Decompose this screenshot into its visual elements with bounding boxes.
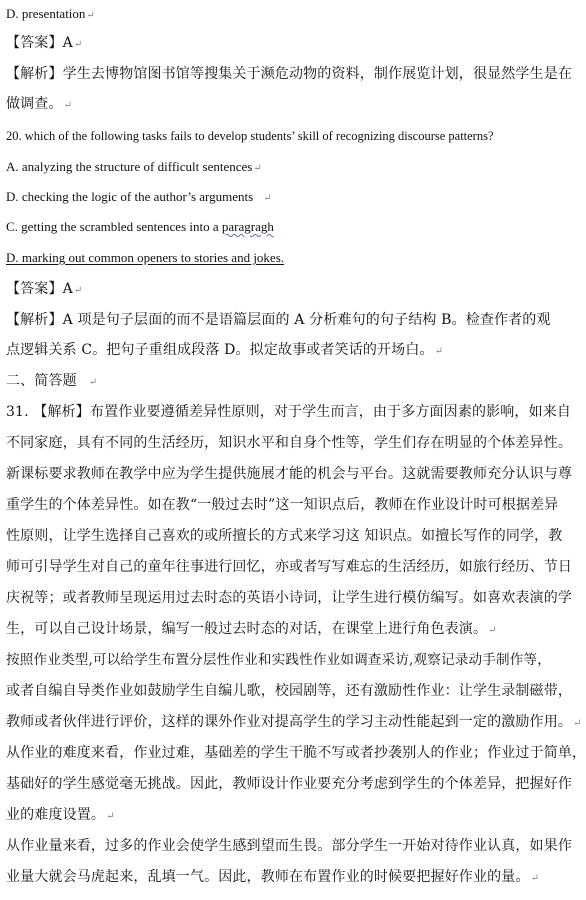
answer-31-line-3: 新课标要求教师在教学中应为学生提供施展才能的机会与平台。这就需要教师充分认识与尊 [6, 466, 572, 482]
paragraph-mark-icon: ↵ [530, 873, 540, 884]
answer-31-line-1: 31. 【解析】布置作业要遵循差异性原则，对于学生而言，由于多方面因素的影响，如来自 [6, 404, 572, 420]
answer-31-para2-line-3: 教师或者伙伴进行评价，这样的课外作业对提高学生的学习主动性能起到一定的激励作用。↵ [6, 714, 582, 730]
paragraph-mark-icon: ↵ [86, 10, 95, 21]
answer-31-line-4: 重学生的个体差异性。如在教“一般过去时”这一知识点后，教师在作业设计时可根据差异 [6, 497, 559, 513]
paragraph-mark-icon: ↵ [263, 193, 272, 204]
paragraph-mark-icon: ↵ [73, 285, 83, 296]
paragraph-mark-icon: ↵ [88, 377, 98, 388]
paragraph-mark-icon: ↵ [434, 346, 444, 357]
answer-31-para4-line-2: 业量大就会马虎起来，乱填一气。因此，教师在布置作业的时候要把握好作业的量。↵ [6, 869, 540, 885]
analysis-19-line-2: 做调查。↵ [6, 96, 73, 112]
answer-31-para3-line-1: 从作业的难度来看，作业过难，基础差的学生干脆不写或者抄袭别人的作业；作业过于简单， [6, 745, 586, 761]
option-d-checking: D. checking the logic of the author’s arguments ↵ [6, 189, 272, 204]
option-c-20: C. getting the scrambled sentences into a paragragh [6, 219, 274, 234]
option-a-20: A. analyzing the structure of difficult sentences↵ [6, 159, 262, 174]
answer-31-line-5: 性原则，让学生选择自己喜欢的或所擅长的方式来学习这 知识点。如擅长写作的同学，教 [6, 528, 563, 544]
answer-31-line-2: 不同家庭，具有不同的生活经历，知识水平和自身个性等，学生们存在明显的个体差异性。 [6, 435, 572, 451]
analysis-20-line-2: 点逻辑关系 C。把句子重组成段落 D。拟定故事或者笑话的开场白。↵ [6, 342, 444, 358]
answer-31-line-6: 师可引导学生对自己的童年往事进行回忆，亦或者写写难忘的生活经历，如旅行经历、节日 [6, 559, 572, 575]
analysis-19-line-1: 【解析】学生去博物馆图书馆等搜集关于濒危动物的资料，制作展览计划，很显然学生是在 [6, 66, 572, 82]
question-20: 20. which of the following tasks fails to develop students’ skill of recognizing discourse patterns? [6, 129, 494, 143]
paragraph-mark-icon: ↵ [106, 811, 115, 822]
section-heading-short-answer: 二、简答题 ↵ [6, 373, 98, 389]
answer-31-para3-line-2: 基础好的学生感觉毫无挑战。因此，教师设计作业要充分考虑到学生的个体差异，把握好作 [6, 776, 572, 792]
paragraph-mark-icon: ↵ [253, 163, 262, 174]
answer-31-line-7: 庆祝等；或者教师呈现运用过去时态的英语小诗词，让学生进行模仿编写。如喜欢表演的学 [6, 590, 572, 606]
option-d-presentation: D. presentation↵ [6, 6, 95, 21]
paragraph-mark-icon: ↵ [63, 100, 73, 111]
misspelled-word: paragragh [221, 219, 274, 234]
answer-31-para2-line-2: 或者自编自导类作业如鼓励学生自编儿歌，校园剧等，还有激励性作业：让学生录制磁带， [6, 683, 572, 699]
answer-31-para3-line-3: 业的难度设置。↵ [6, 807, 115, 823]
analysis-20-line-1: 【解析】A 项是句子层面的而不是语篇层面的 A 分析难句的句子结构 B。检查作者的观 [6, 312, 551, 328]
paragraph-mark-icon: ↵ [488, 625, 497, 636]
answer-31-line-8: 生，可以自己设计场景，编写一般过去时态的对话，在课堂上进行角色表演。↵ [6, 621, 497, 637]
option-d-marking: D. marking out common openers to stories and jokes. [6, 250, 285, 265]
paragraph-mark-icon: ↵ [573, 718, 582, 729]
answer-label-20: 【答案】A↵ [6, 281, 83, 297]
answer-31-para4-line-1: 从作业量来看，过多的作业会使学生感到望而生畏。部分学生一开始对待作业认真，如果作 [6, 838, 572, 854]
answer-label-19: 【答案】A↵ [6, 35, 83, 51]
answer-31-para2-line-1: 按照作业类型,可以给学生布置分层性作业和实践性作业如调查采访,观察记录动手制作等， [6, 652, 551, 668]
paragraph-mark-icon: ↵ [73, 39, 83, 50]
